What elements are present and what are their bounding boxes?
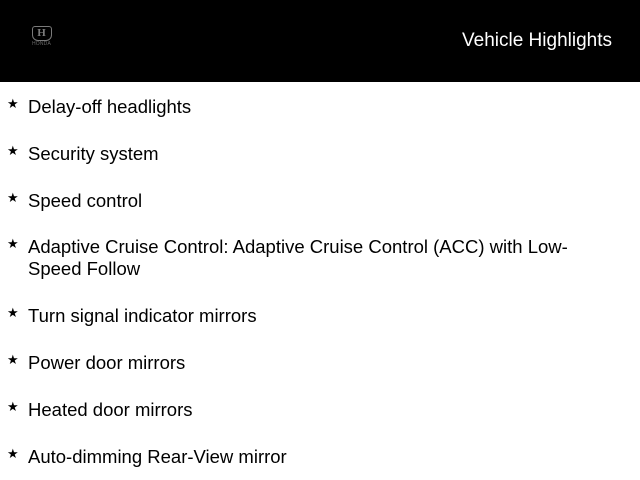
list-item (7, 305, 607, 327)
list-item (7, 96, 607, 118)
star-icon: ★ (7, 97, 19, 112)
feature-text: Turn signal indicator mirrors (28, 305, 257, 326)
feature-text: Power door mirrors (28, 352, 186, 373)
feature-text: Heated door mirrors (28, 399, 193, 420)
feature-text: Security system (28, 143, 159, 164)
feature-text: Adaptive Cruise Control: Adaptive Cruise Control (ACC) with Low-Speed Follow (28, 236, 568, 279)
list-item (7, 236, 607, 280)
list-item (7, 190, 607, 212)
logo-letter: H (37, 27, 46, 39)
star-icon: ★ (7, 400, 19, 415)
list-item (7, 352, 607, 374)
star-icon: ★ (7, 191, 19, 206)
star-icon: ★ (7, 447, 19, 462)
list-item (7, 399, 607, 421)
star-icon: ★ (7, 237, 19, 252)
star-icon: ★ (7, 353, 19, 368)
feature-text: Delay-off headlights (28, 96, 192, 117)
feature-text: Auto-dimming Rear-View mirror (28, 446, 287, 467)
list-item (7, 143, 607, 165)
page-title: Vehicle Highlights (462, 30, 612, 51)
feature-text: Speed control (28, 190, 143, 211)
logo-wordmark: HONDA (31, 41, 52, 47)
star-icon: ★ (7, 144, 19, 159)
list-item (7, 446, 607, 468)
star-icon: ★ (7, 306, 19, 321)
